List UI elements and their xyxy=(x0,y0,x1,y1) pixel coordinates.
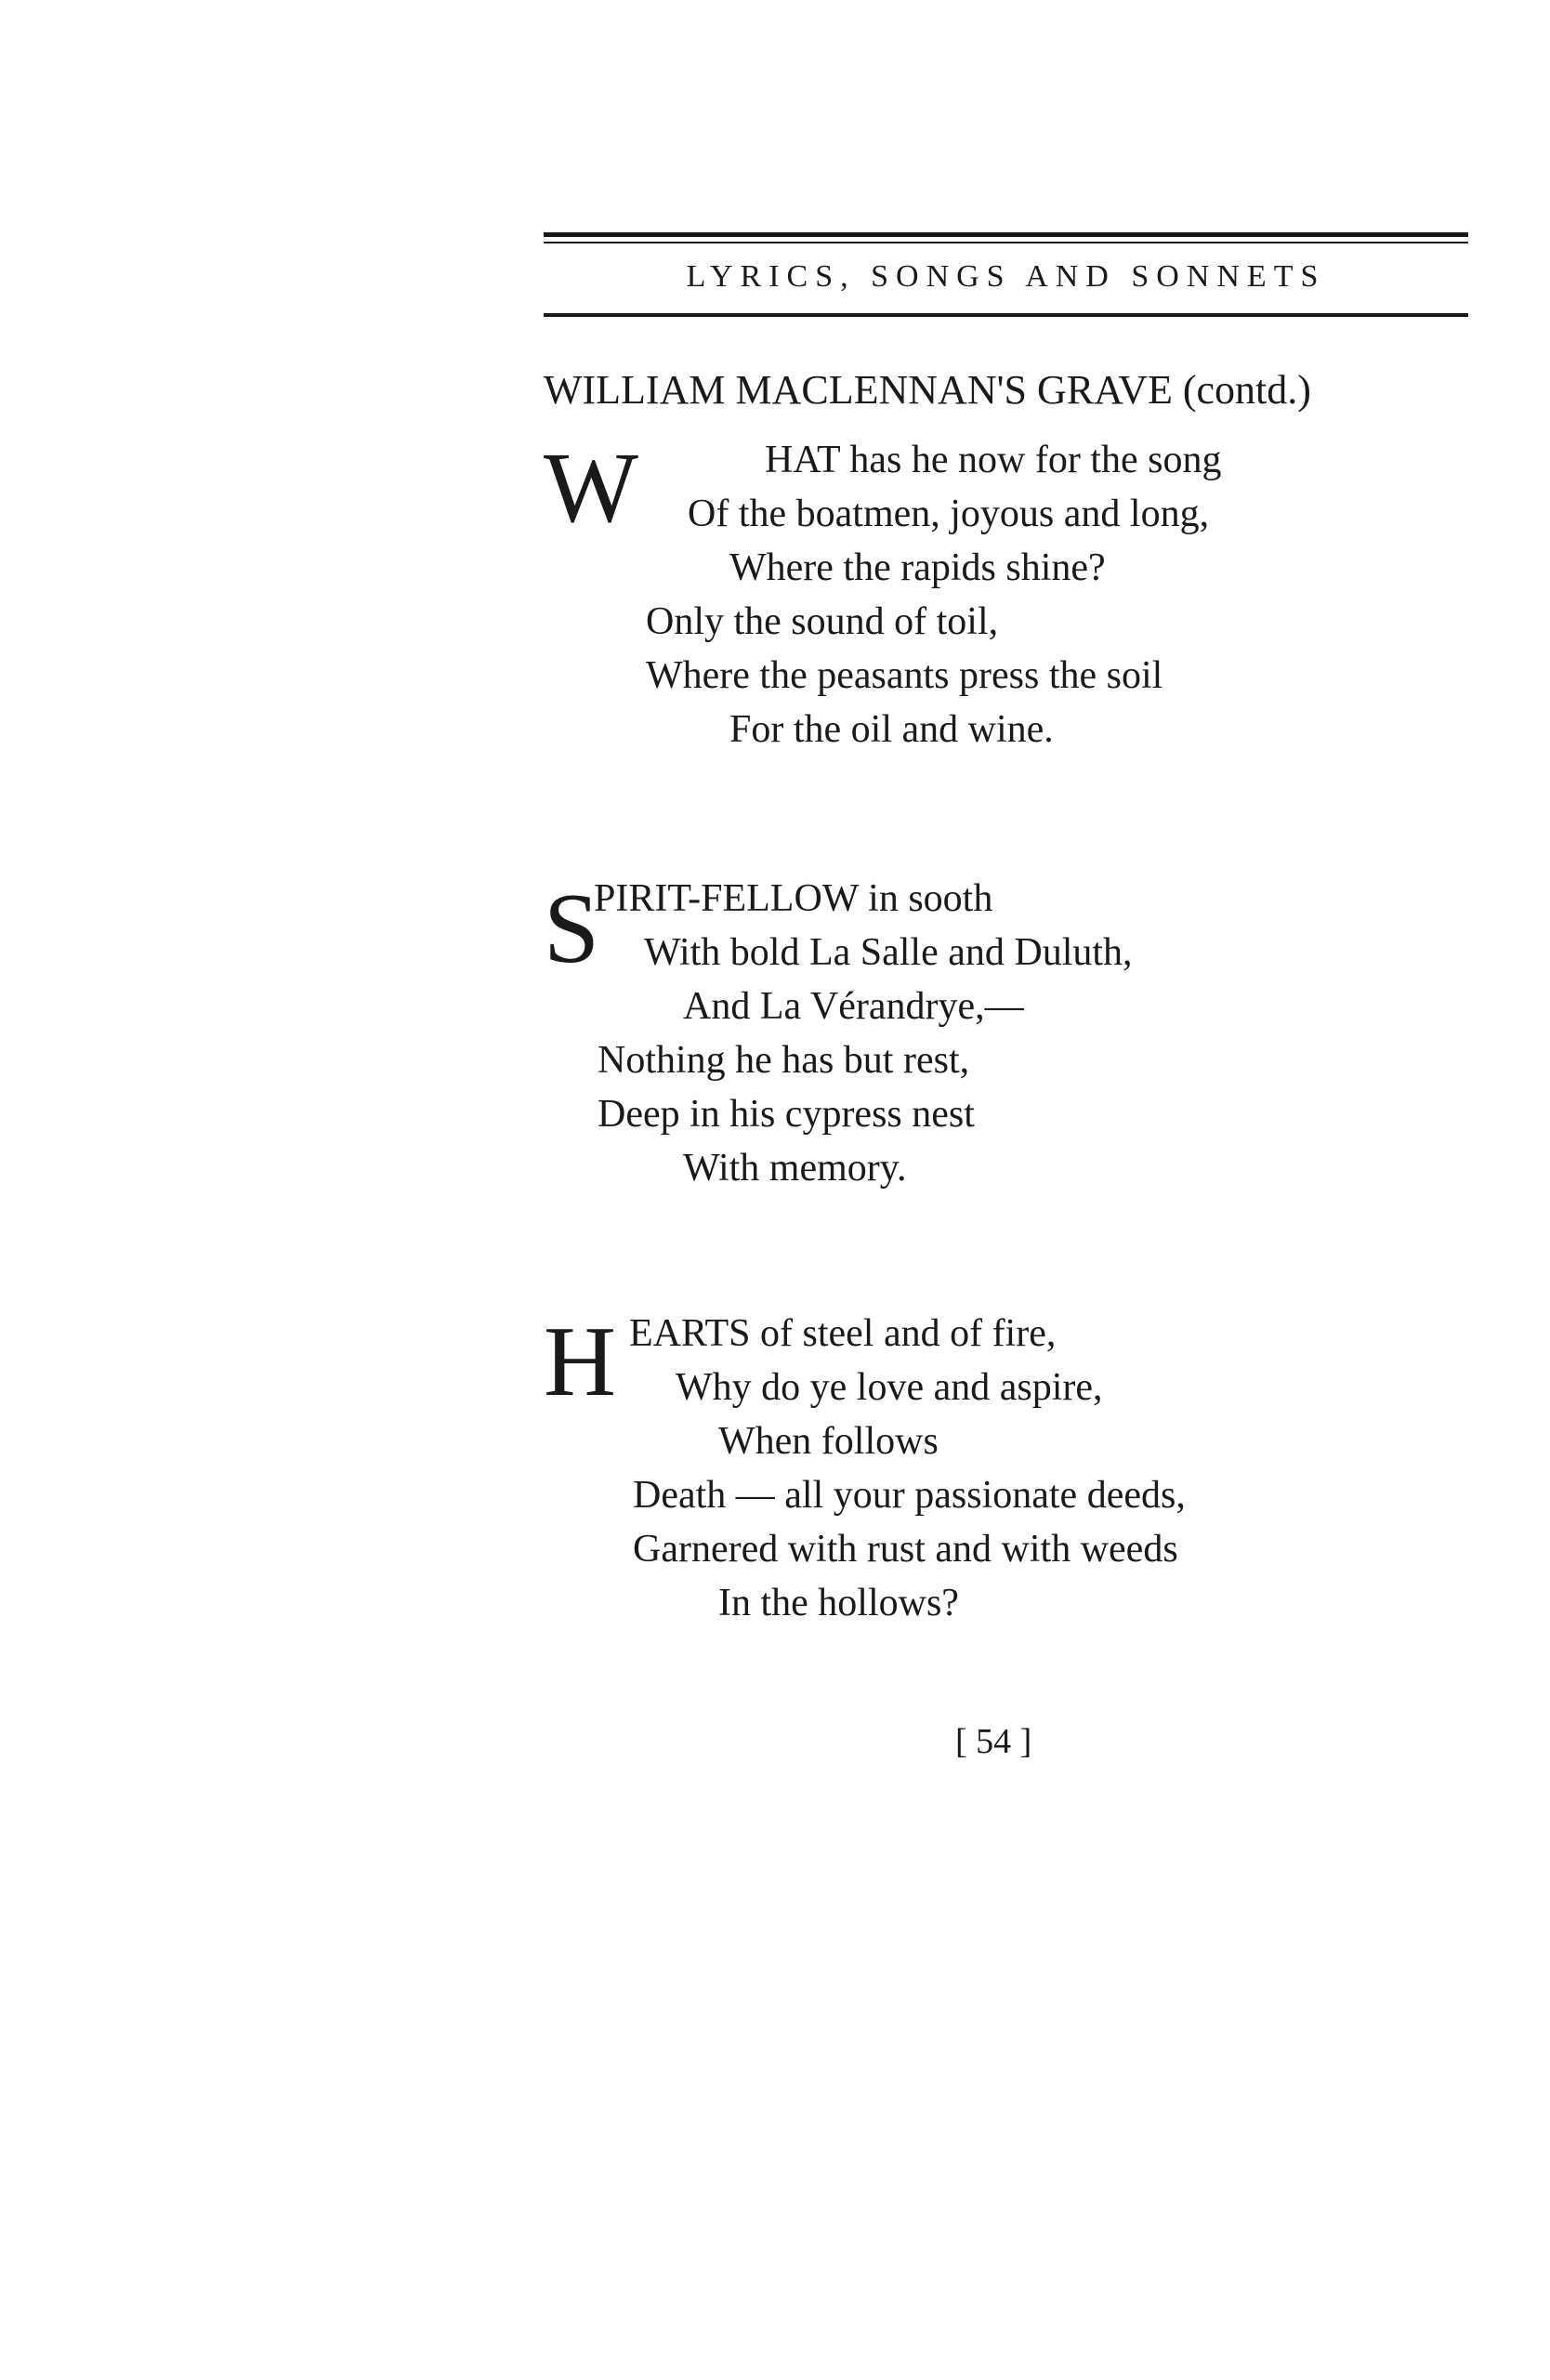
stanza-1 xyxy=(544,433,1473,771)
verse-line: Nothing he has but rest, xyxy=(598,1039,970,1082)
verse-line: In the hollows? xyxy=(718,1582,959,1624)
verse-line: And La Vérandrye,— xyxy=(683,985,1024,1028)
stanza-3 xyxy=(544,1307,1473,1645)
drop-cap: H xyxy=(544,1307,616,1417)
verse-line: HAT has he now for the song xyxy=(765,439,1222,481)
page-number: [ 54 ] xyxy=(955,1722,1032,1761)
verse-line: When follows xyxy=(718,1420,939,1463)
verse-line: For the oil and wine. xyxy=(729,708,1054,751)
verse-line: Where the peasants press the soil xyxy=(646,654,1163,697)
header-rule-top-thin xyxy=(544,242,1468,243)
header-rule-top-thick xyxy=(544,232,1468,237)
drop-cap: W xyxy=(544,433,638,544)
verse-line: PIRIT-FELLOW in sooth xyxy=(594,877,993,920)
verse-line: Only the sound of toil, xyxy=(646,600,999,643)
verse-line: Of the boatmen, joyous and long, xyxy=(688,493,1210,535)
verse-line: Where the rapids shine? xyxy=(729,546,1106,589)
verse-line: EARTS of steel and of fire, xyxy=(629,1312,1057,1355)
verse-line: With bold La Salle and Duluth, xyxy=(644,931,1133,974)
verse-line: Death — all your passionate deeds, xyxy=(633,1474,1186,1517)
verse-line: Why do ye love and aspire, xyxy=(676,1366,1103,1409)
drop-cap: S xyxy=(544,874,600,984)
running-head: LYRICS, SONGS AND SONNETS xyxy=(686,259,1326,294)
verse-line: With memory. xyxy=(683,1147,907,1190)
stanza-2 xyxy=(544,875,1473,1210)
verse-line: Deep in his cypress nest xyxy=(598,1093,975,1136)
poem-title: WILLIAM MACLENNAN'S GRAVE (contd.) xyxy=(544,367,1311,413)
verse-line: Garnered with rust and with weeds xyxy=(633,1528,1178,1571)
header-rule-bottom xyxy=(544,313,1468,317)
